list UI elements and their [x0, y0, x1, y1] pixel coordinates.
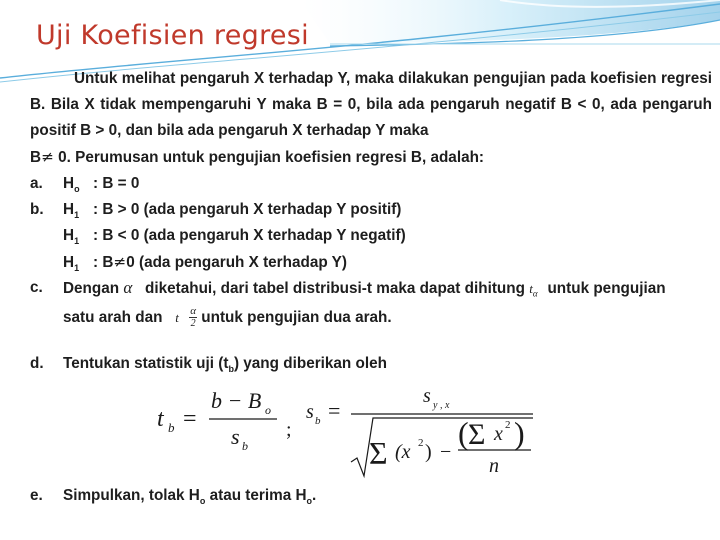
hypothesis-text: : B > 0 (ada pengaruh X terhadap Y positif) [93, 201, 402, 218]
c-text-5: untuk pengujian dua arah. [201, 309, 392, 326]
conclusion-block [30, 483, 712, 509]
formula-s: s [306, 401, 314, 423]
list-item-c-cont [30, 301, 712, 343]
list-item-b2 [30, 223, 712, 249]
d-text: Tentukan statistik uji (t [63, 355, 229, 372]
alpha-symbol: α [123, 278, 133, 297]
c-text-4: satu arah dan [63, 309, 163, 326]
t-letter: t [529, 281, 533, 296]
hypothesis-text: : B = 0 [93, 175, 140, 192]
item-label: c. [30, 279, 43, 296]
formula-n: n [489, 455, 499, 477]
intro-tail: B [30, 149, 42, 166]
slide-title: Uji Koefisien regresi [36, 20, 309, 51]
intro-text: Untuk melihat pengaruh X terhadap Y, maka dilakukan pengujian pada koefisien regresi B. Bila X tidak mempengaruhi Y maka B = 0, bila ada pengaruh negatif B < 0, ada pengaruh positif B > 0, dan bila ada pengaruh X terhadap Y maka [30, 70, 712, 139]
frac-den: 2 [190, 318, 196, 330]
hypothesis-text: : B < 0 (ada pengaruh X terhadap Y negatif) [93, 227, 406, 244]
hypothesis-sub: 1 [74, 210, 80, 221]
formula-paren-open: ( [458, 415, 469, 451]
formula-den-sub: b [242, 439, 248, 453]
item-label: d. [30, 355, 44, 372]
item-label: e. [30, 487, 43, 504]
formula-sigma: Σ [369, 435, 388, 471]
item-label: b. [30, 201, 44, 218]
e-text: Simpulkan, tolak H [63, 487, 200, 504]
formula-eq: = [183, 406, 197, 432]
formula-num: b − B [211, 388, 262, 413]
hypothesis-sub: o [74, 184, 80, 195]
formula-sq-2: 2 [505, 419, 511, 431]
hypothesis-text-pre: : B [93, 254, 114, 271]
intro-paragraph [30, 66, 712, 171]
hypothesis-sub: 1 [74, 236, 80, 247]
list-item-e [30, 483, 712, 509]
list-item-d [30, 351, 712, 377]
d-text-end: ) yang diberikan oleh [233, 355, 387, 372]
hypothesis-symbol: H [63, 201, 75, 218]
frac-num: α [190, 305, 196, 318]
e-sub: o [199, 496, 206, 507]
formula-t-sub: b [168, 420, 175, 435]
hypothesis-symbol: H [63, 175, 75, 192]
formula-t: t [157, 406, 164, 432]
formula-paren-close: ) [514, 415, 525, 451]
formula-minus: − [440, 441, 452, 463]
hypothesis-symbol: H [63, 227, 75, 244]
neq-symbol: ≠ [41, 148, 54, 166]
formula-num-sub: o [265, 403, 271, 417]
list-item-a [30, 171, 712, 197]
formula-semicolon: ; [286, 419, 292, 441]
hypothesis-sub: 1 [74, 263, 80, 274]
formula-sq: 2 [418, 437, 424, 449]
formula-close: ) [425, 441, 432, 463]
e-text-end: . [312, 487, 317, 504]
e-text-mid: atau terima H [205, 487, 307, 504]
item-label: a. [30, 175, 43, 192]
t-letter: t [175, 310, 179, 325]
test-statistic-formula [155, 388, 535, 480]
list-item-b1 [30, 197, 712, 223]
formula-eq-2: = [328, 398, 341, 423]
hypothesis-text-post: 0 (ada pengaruh X terhadap Y) [126, 254, 347, 271]
formula-x2: (x [395, 441, 411, 463]
formula-sigma-2: Σ [468, 418, 486, 451]
c-text-1: Dengan [63, 280, 120, 297]
c-text-3: untuk pengujian [547, 280, 666, 297]
formula-den: s [231, 424, 240, 449]
d-sub: b [228, 364, 234, 375]
formula-top-sub: y , x [433, 400, 450, 411]
half-alpha-fraction [189, 306, 197, 329]
formula-top: s [423, 388, 431, 407]
list-item-b3 [30, 249, 712, 275]
intro-end: 0. Perumusan untuk pengujian koefisien regresi B, adalah: [58, 149, 485, 166]
formula-s-sub: b [315, 415, 321, 427]
alpha-sub: α [532, 288, 538, 299]
t-half-alpha-symbol [175, 305, 189, 331]
c-text-2: diketahui, dari tabel distribusi-t maka dapat dihitung [145, 280, 525, 297]
hypothesis-symbol: H [63, 254, 75, 271]
e-sub-2: o [306, 496, 313, 507]
neq-symbol: ≠ [113, 253, 127, 271]
list-item-c [30, 275, 712, 301]
slide-content [30, 66, 712, 377]
formula-sum-x: x [494, 423, 503, 445]
